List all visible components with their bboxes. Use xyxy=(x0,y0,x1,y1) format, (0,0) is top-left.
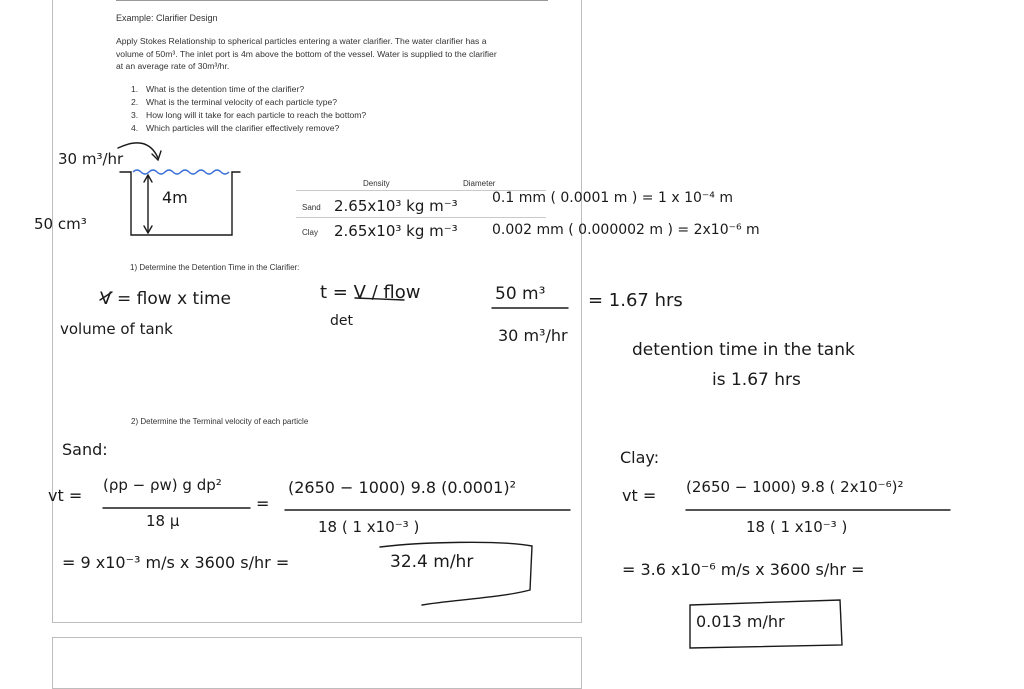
sand-substituted-numerator: (2650 − 1000) 9.8 (0.0001)² xyxy=(288,478,516,497)
fraction-denominator: 30 m³/hr xyxy=(498,326,568,345)
question-num-1: 1. xyxy=(131,84,139,94)
question-4: Which particles will the clarifier effectively remove? xyxy=(146,123,340,133)
sand-final-value: 32.4 m/hr xyxy=(390,552,474,572)
fraction-numerator: 50 m³ xyxy=(495,284,546,304)
question-3: How long will it take for each particle to reach the bottom? xyxy=(146,110,367,120)
step-2-heading: 2) Determine the Terminal velocity of each particle xyxy=(131,417,309,426)
volume-of-tank-note: volume of tank xyxy=(60,320,173,338)
clay-substituted-numerator: (2650 − 1000) 9.8 ( 2x10⁻⁶)² xyxy=(686,478,904,496)
stokes-equals: = xyxy=(256,494,270,513)
conclusion-line-2: is 1.67 hrs xyxy=(712,370,801,390)
clay-heading: Clay: xyxy=(620,448,660,467)
detention-result: = 1.67 hrs xyxy=(588,290,683,311)
table-row-sand: Sand xyxy=(302,203,321,212)
question-1: What is the detention time of the clarifier? xyxy=(146,84,305,94)
stokes-denominator: 18 μ xyxy=(146,512,180,530)
det-subscript: det xyxy=(330,313,353,329)
intro-line-1: Apply Stokes Relationship to spherical particles entering a water clarifier. The water clarifier has a xyxy=(116,36,487,46)
sand-diameter: 0.1 mm ( 0.0001 m ) = 1 x 10⁻⁴ m xyxy=(492,190,733,206)
stokes-numerator: (ρp − ρw) g dp² xyxy=(103,476,222,494)
table-header-density: Density xyxy=(363,179,390,188)
inflow-arrow xyxy=(118,143,158,158)
clay-diameter: 0.002 mm ( 0.000002 m ) = 2x10⁻⁶ m xyxy=(492,222,760,238)
question-num-4: 4. xyxy=(131,123,139,133)
clay-result-line: = 3.6 x10⁻⁶ m/s x 3600 s/hr = xyxy=(622,560,865,579)
intro-line-2: volume of 50m³. The inlet port is 4m above the bottom of the vessel. Water is supplied to the clarifier xyxy=(116,48,497,59)
clay-density: 2.65x10³ kg m⁻³ xyxy=(334,222,458,240)
clay-final-value: 0.013 m/hr xyxy=(696,612,785,631)
sand-density: 2.65x10³ kg m⁻³ xyxy=(334,197,458,215)
sand-heading: Sand: xyxy=(62,440,108,459)
volume-label: 50 cm³ xyxy=(34,215,87,233)
clay-lhs: vt = xyxy=(622,486,657,505)
document-title: Example: Clarifier Design xyxy=(116,13,218,23)
volume-equation: V = flow x time xyxy=(100,289,231,309)
sand-substituted-denominator: 18 ( 1 x10⁻³ ) xyxy=(318,518,420,536)
table-header-diameter: Diameter xyxy=(463,179,496,188)
detention-time-equation: t = V / flow xyxy=(320,282,421,303)
question-num-3: 3. xyxy=(131,110,139,120)
conclusion-line-1: detention time in the tank xyxy=(632,340,855,360)
sand-result-line: = 9 x10⁻³ m/s x 3600 s/hr = xyxy=(62,553,290,572)
intro-line-3: at an average rate of 30m³/hr. xyxy=(116,61,230,71)
depth-label: 4m xyxy=(162,188,188,207)
question-2: What is the terminal velocity of each particle type? xyxy=(146,97,338,107)
water-surface-wave xyxy=(133,170,229,174)
question-num-2: 2. xyxy=(131,97,139,107)
table-row-clay: Clay xyxy=(302,228,319,237)
clay-substituted-denominator: 18 ( 1 x10⁻³ ) xyxy=(746,518,848,536)
flow-label: 30 m³/hr xyxy=(58,150,124,168)
stokes-lhs: vt = xyxy=(48,486,83,505)
step-1-heading: 1) Determine the Detention Time in the Clarifier: xyxy=(130,263,300,272)
